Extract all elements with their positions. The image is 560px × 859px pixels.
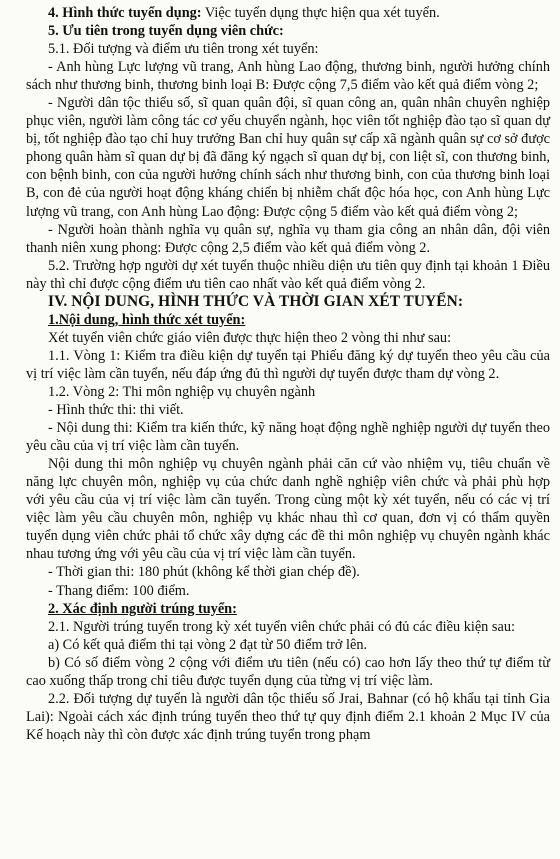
paragraph-exam-content: - Nội dung thi: Kiểm tra kiến thức, kỹ năng hoạt động nghề nghiệp người dự tuyển theo yêu cầu của vị trí việc làm cần tuyển. (26, 420, 550, 455)
paragraph-exam-form: - Hình thức thi: thi viết. (48, 402, 184, 419)
section-4-title: 4. Hình thức tuyển dụng: (48, 5, 202, 21)
section-4-paragraph (26, 4, 550, 22)
paragraph-round-1: 1.1. Vòng 1: Kiểm tra điều kiện dự tuyển tại Phiếu đăng ký dự tuyển theo yêu cầu của vị trí việc làm cần tuyển, nếu đáp ứng đủ thì người dự tuyển được tham dự vòng 2. (26, 347, 550, 382)
paragraph-2-2: 2.2. Đối tượng dự tuyển là người dân tộc thiểu số Jrai, Bahnar (có hộ khẩu tại tỉnh Gia Lai): Ngoài cách xác định trúng tuyển theo thứ tự quy định điểm 2.1 khoản 2 Mục IV của Kế hoạch này thì còn được xác định trúng tuyển trong phạm (26, 690, 550, 743)
section-5-1-heading: 5.1. Đối tượng và điểm ưu tiên trong xét tuyển: (48, 41, 319, 58)
subsection-1-title: 1.Nội dung, hình thức xét tuyển: (48, 311, 246, 328)
paragraph-2-1: 2.1. Người trúng tuyển trong kỳ xét tuyển viên chức phải có đủ các điều kiện sau: (48, 618, 515, 635)
paragraph-condition-a: a) Có kết quả điểm thi tại vòng 2 đạt từ 50 điểm trở lên. (48, 636, 368, 653)
section-iv-heading: IV. NỘI DUNG, HÌNH THỨC VÀ THỜI GIAN XÉT TUYỂN: (48, 292, 464, 310)
paragraph-exam-time: - Thời gian thi: 180 phút (không kể thời gian chép đề). (48, 564, 360, 581)
priority-paragraph-2: - Người dân tộc thiểu số, sĩ quan quân đội, sĩ quan công an, quân nhân chuyên nghiệp phục viên, người làm công tác cơ yếu chuyển ngành, học viên tốt nghiệp đào tạo sĩ quan dự bị, tốt nghiệp đào tạo chỉ huy trưởng Ban chỉ huy quân sự cấp xã ngành quân sự cơ sở được phong quân hàm sĩ quan dự bị đã đăng ký ngạch sĩ quan dự bị, con liệt sĩ, con thương binh, con bệnh binh, con của người hưởng chính sách như thương binh, con của thương binh loại B, con đẻ của người hoạt động kháng chiến bị nhiễm chất độc hóa học, con Anh hùng Lực lượng vũ trang, con Anh hùng Lao động: Được cộng 5 điểm vào kết quả điểm vòng 2; (26, 95, 550, 220)
paragraph-round-2: 1.2. Vòng 2: Thi môn nghiệp vụ chuyên ngành (48, 383, 316, 400)
priority-paragraph-1: - Anh hùng Lực lượng vũ trang, Anh hùng Lao động, thương binh, người hưởng chính sách như thương binh, thương binh loại B: Được cộng 7,5 điểm vào kết quả điểm vòng 2; (26, 59, 550, 94)
paragraph-rounds-intro: Xét tuyển viên chức giáo viên được thực hiện theo 2 vòng thi như sau: (48, 329, 452, 346)
subsection-2-title: 2. Xác định người trúng tuyển: (48, 600, 237, 617)
section-4-text: Việc tuyển dụng thực hiện qua xét tuyển. (201, 5, 440, 21)
priority-paragraph-3: - Người hoàn thành nghĩa vụ quân sự, nghĩa vụ tham gia công an nhân dân, đội viên thanh niên xung phong: Được cộng 2,5 điểm vào kết quả điểm vòng 2. (26, 221, 550, 256)
section-5-2-paragraph: 5.2. Trường hợp người dự xét tuyển thuộc nhiều diện ưu tiên quy định tại khoản 1 Điều này thì chỉ được cộng điểm ưu tiên cao nhất vào kết quả điểm vòng 2. (26, 257, 550, 292)
paragraph-condition-b: b) Có số điểm vòng 2 cộng với điểm ưu tiên (nếu có) cao hơn lấy theo thứ tự điểm từ cao xuống thấp trong chỉ tiêu được tuyển dụng của từng vị trí việc làm. (26, 654, 550, 689)
paragraph-exam-requirements: Nội dung thi môn nghiệp vụ chuyên ngành phải căn cứ vào nhiệm vụ, tiêu chuẩn về năng lực chuyên môn, nghiệp vụ của chức danh nghề nghiệp viên chức và phải phù hợp với yêu cầu của vị trí việc làm cần tuyển. Trong cùng một kỳ xét tuyển, nếu có các vị trí việc làm yêu cầu chuyên môn, nghiệp vụ khác nhau thì cơ quan, đơn vị có thẩm quyền tuyển dụng viên chức phải tổ chức xây dựng các đề thi môn nghiệp vụ chuyên ngành khác nhau tương ứng với yêu cầu của vị trí việc làm cần tuyển. (26, 456, 550, 563)
section-5-title: 5. Ưu tiên trong tuyển dụng viên chức: (48, 23, 284, 40)
paragraph-score-scale: - Thang điểm: 100 điểm. (48, 582, 190, 599)
